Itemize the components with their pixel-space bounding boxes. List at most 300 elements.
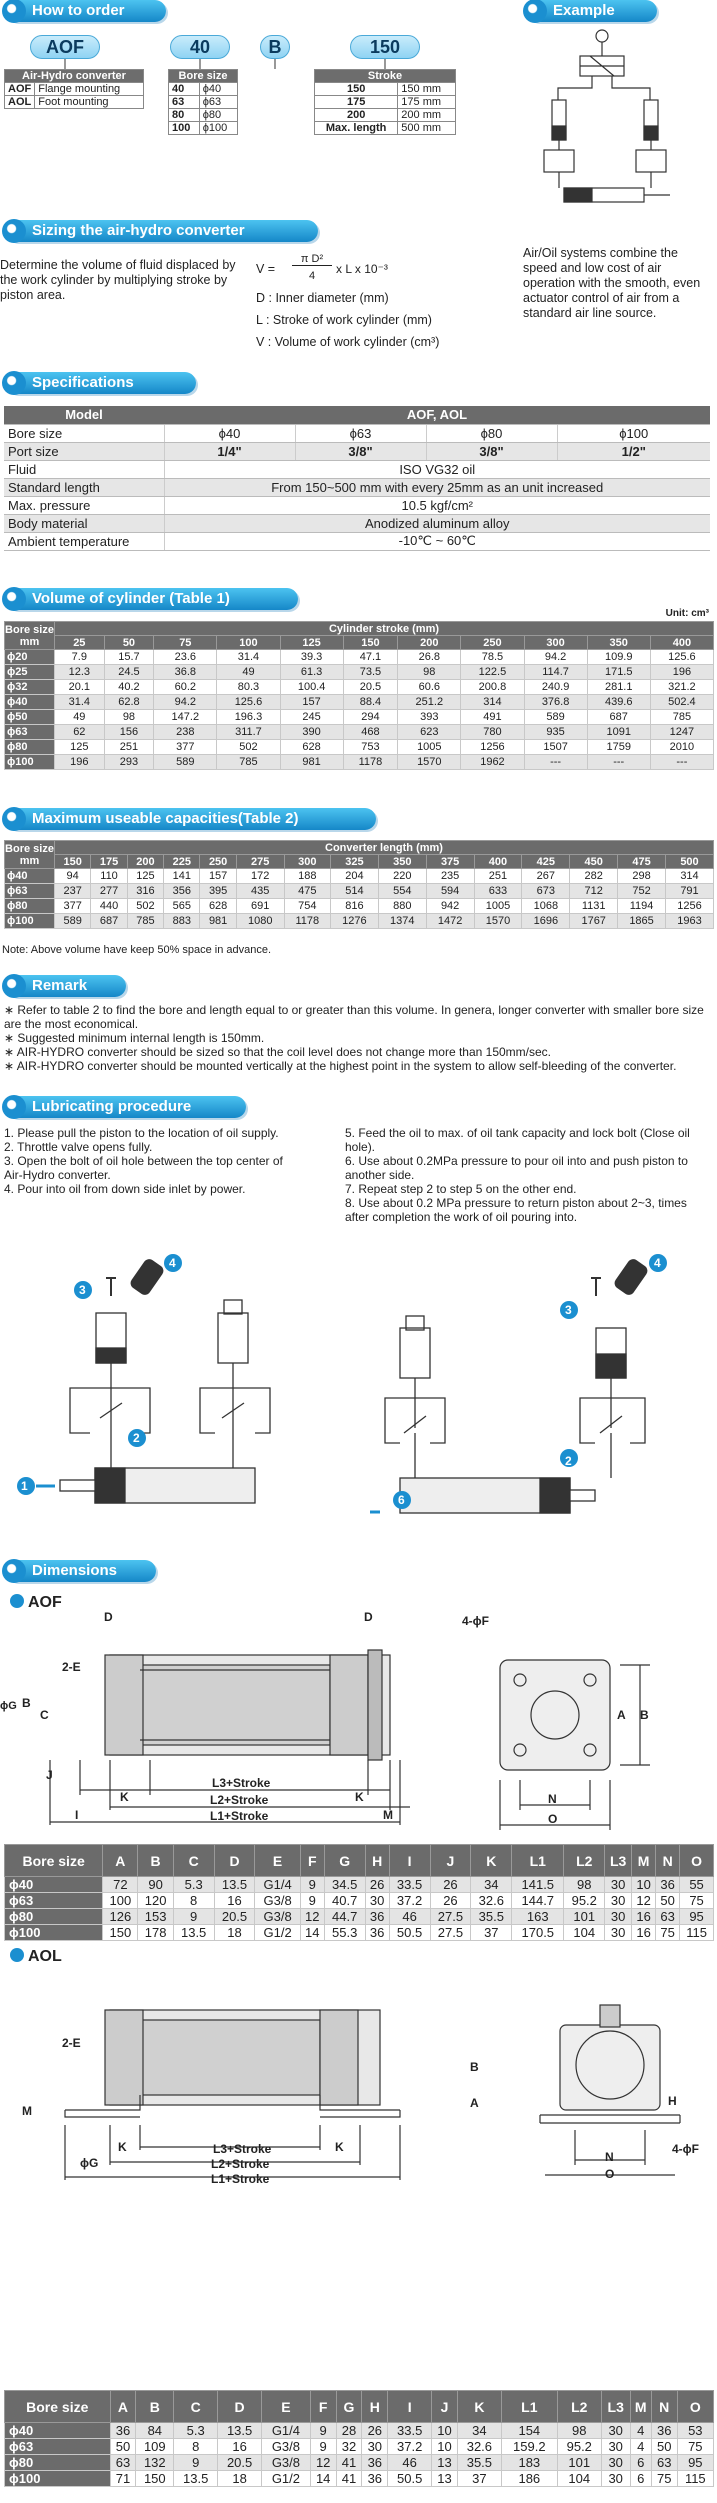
lube-right-steps — [345, 1126, 713, 1224]
aof-col-header: E — [255, 1845, 300, 1877]
table-cell: 153 — [138, 1909, 173, 1925]
aof-col-header: L3 — [605, 1845, 632, 1877]
spec-port: 1/4" — [164, 442, 295, 460]
table-cell: 50 — [110, 2439, 136, 2455]
aol-dim-a: A — [470, 2096, 479, 2110]
bore-header: Bore size — [169, 70, 238, 83]
bore-desc: ϕ63 — [199, 96, 237, 109]
table-cell: 90 — [138, 1877, 173, 1893]
table-cell: 4 — [630, 2423, 651, 2439]
aof-dim-c: C — [40, 1708, 49, 1722]
capacity-table — [4, 840, 714, 929]
table-cell: 61.3 — [280, 665, 343, 680]
table-cell: --- — [587, 755, 650, 770]
spec-port: 3/8" — [295, 442, 426, 460]
aof-dim-2e: 2-E — [62, 1660, 81, 1674]
table-row — [5, 1893, 714, 1909]
bore-code: 80 — [169, 109, 200, 122]
conv-desc: Flange mounting — [35, 83, 144, 96]
table-cell: --- — [650, 755, 713, 770]
table-cell: G1/2 — [262, 2471, 311, 2487]
table-cell: 12 — [632, 1893, 656, 1909]
aof-dim-g: ϕG — [0, 1700, 17, 1712]
aof-col-header: L1 — [512, 1845, 564, 1877]
remark-item: ∗ AIR-HYDRO converter should be mounted vertically at the highest point in the system to allow self-bleeding of the converter. — [4, 1059, 677, 1073]
table-cell: 1256 — [665, 899, 713, 914]
table-cell: 159.2 — [501, 2439, 557, 2455]
table-cell: 6 — [630, 2455, 651, 2471]
capacity-col-header: 475 — [618, 855, 666, 869]
table-cell: 37 — [471, 1925, 512, 1941]
volume-col-header: 25 — [55, 636, 105, 650]
table-cell: 7.9 — [55, 650, 105, 665]
remark-item: ∗ Refer to table 2 to find the bore and length equal to or greater than this volume. In genera, longer converter with smaller bore size are the most economical. — [4, 1003, 704, 1031]
table-cell: 935 — [524, 725, 587, 740]
bore-code: 100 — [169, 122, 200, 135]
table-cell: 785 — [127, 914, 163, 929]
table-cell: 780 — [461, 725, 524, 740]
table-cell: 514 — [330, 884, 378, 899]
table-cell: 628 — [200, 899, 236, 914]
aof-dim-b: B — [22, 1696, 31, 1710]
table-cell: 26 — [365, 1877, 389, 1893]
table-cell: 157 — [280, 695, 343, 710]
capacity-col-header: 275 — [236, 855, 284, 869]
aol-col-header: G — [336, 2391, 362, 2423]
table-cell: 240.9 — [524, 680, 587, 695]
table-cell: 752 — [618, 884, 666, 899]
table-cell: 94.2 — [154, 695, 217, 710]
table-cell: 245 — [280, 710, 343, 725]
aol-dim-k: K — [118, 2140, 127, 2154]
row-header: ϕ80 — [5, 2455, 111, 2471]
spec-row-value: 10.5 kgf/cm² — [164, 496, 710, 514]
table-cell: 785 — [650, 710, 713, 725]
table-cell: 188 — [284, 869, 330, 884]
volume-table — [4, 621, 714, 770]
table-cell: 94.2 — [524, 650, 587, 665]
table-cell: 376.8 — [524, 695, 587, 710]
table-cell: 156 — [104, 725, 154, 740]
table-cell: 122.5 — [461, 665, 524, 680]
volume-col-header: 125 — [280, 636, 343, 650]
table-cell: 12 — [310, 2455, 336, 2471]
table-cell: 78.5 — [461, 650, 524, 665]
table-row — [5, 650, 714, 665]
table-cell: 393 — [398, 710, 461, 725]
volume-col-header: 50 — [104, 636, 154, 650]
capacity-note: Note: Above volume have keep 50% space in advance. — [2, 944, 272, 956]
aol-col-header: D — [218, 2391, 262, 2423]
table-cell: 13.5 — [173, 1925, 214, 1941]
table-cell: 1005 — [474, 899, 522, 914]
conv-code: AOF — [5, 83, 35, 96]
table-cell: 942 — [426, 899, 474, 914]
table-cell: 33.5 — [388, 2423, 432, 2439]
table-cell: 125 — [127, 869, 163, 884]
spec-bore: ϕ80 — [426, 424, 557, 442]
table-row — [5, 1877, 714, 1893]
table-cell: 1178 — [343, 755, 398, 770]
aol-dim-4f: 4-ϕF — [672, 2142, 699, 2156]
volume-col-header: 150 — [343, 636, 398, 650]
row-header: ϕ40 — [5, 869, 55, 884]
table-cell: 95 — [677, 2455, 713, 2471]
table-cell: 475 — [284, 884, 330, 899]
capacity-col-header: 450 — [570, 855, 618, 869]
stroke-code: 175 — [315, 96, 398, 109]
table-cell: 34 — [457, 2423, 501, 2439]
converter-header: Air-Hydro converter — [5, 70, 144, 83]
table-cell: 37 — [457, 2471, 501, 2487]
table-cell: 691 — [236, 899, 284, 914]
stroke-desc: 200 mm — [398, 109, 456, 122]
table-row — [5, 725, 714, 740]
table-row — [5, 755, 714, 770]
table-cell: 439.6 — [587, 695, 650, 710]
row-header: ϕ80 — [5, 740, 55, 755]
capacity-col-header: 325 — [330, 855, 378, 869]
table-cell: 594 — [426, 884, 474, 899]
table-cell: 1472 — [426, 914, 474, 929]
aof-dim-l3: L3+Stroke — [212, 1776, 271, 1790]
table-cell: 4 — [630, 2439, 651, 2455]
order-code-stroke: 150 — [350, 35, 420, 59]
table-cell: 31.4 — [217, 650, 280, 665]
table-cell: G1/4 — [262, 2423, 311, 2439]
capacity-col-header: 400 — [474, 855, 522, 869]
table-cell: 16 — [214, 1893, 255, 1909]
table-cell: 14 — [300, 1925, 324, 1941]
bore-desc: ϕ100 — [199, 122, 237, 135]
step-label: 4 — [654, 1256, 661, 1270]
table-cell: 883 — [164, 914, 200, 929]
table-cell: 39.3 — [280, 650, 343, 665]
table-cell: 13 — [432, 2455, 458, 2471]
table-cell: 791 — [665, 884, 713, 899]
aof-dim-b2: B — [640, 1708, 649, 1722]
stroke-table — [314, 69, 456, 135]
table-cell: 120 — [138, 1893, 173, 1909]
table-cell: 356 — [164, 884, 200, 899]
table-cell: 109 — [136, 2439, 174, 2455]
table-cell: 110 — [91, 869, 127, 884]
table-cell: 30 — [605, 1877, 632, 1893]
bore-code: 40 — [169, 83, 200, 96]
table-cell: 1767 — [570, 914, 618, 929]
aof-dimension-table — [4, 1844, 714, 1941]
table-cell: G3/8 — [262, 2439, 311, 2455]
table-cell: 1247 — [650, 725, 713, 740]
table-cell: 31.4 — [55, 695, 105, 710]
table-cell: 196.3 — [217, 710, 280, 725]
spec-bore: ϕ100 — [557, 424, 710, 442]
aol-col-header: L3 — [601, 2391, 630, 2423]
table-cell: 49 — [217, 665, 280, 680]
table-cell: 50.5 — [389, 1925, 430, 1941]
volume-group-header: Cylinder stroke (mm) — [55, 622, 714, 636]
dimensions-title: Dimensions — [6, 1560, 156, 1582]
table-cell: 150 — [103, 1925, 138, 1941]
table-cell: 104 — [557, 2471, 601, 2487]
volume-unit: Unit: cm³ — [665, 608, 709, 619]
step-label: 1 — [21, 1479, 28, 1493]
table-cell: 150 — [136, 2471, 174, 2487]
table-cell: 46 — [389, 1909, 430, 1925]
table-cell: 172 — [236, 869, 284, 884]
table-cell: 251 — [474, 869, 522, 884]
aof-dim-k2: K — [355, 1790, 364, 1804]
table-cell: 238 — [154, 725, 217, 740]
table-cell: 633 — [474, 884, 522, 899]
table-cell: 1963 — [665, 914, 713, 929]
table-cell: 55.3 — [324, 1925, 365, 1941]
table-cell: 9 — [300, 1893, 324, 1909]
table-cell: 16 — [218, 2439, 262, 2455]
aof-dim-n: N — [548, 1792, 557, 1806]
table-cell: 98 — [564, 1877, 605, 1893]
row-header: ϕ63 — [5, 725, 55, 740]
volume-col-header: 200 — [398, 636, 461, 650]
stroke-desc: 175 mm — [398, 96, 456, 109]
table-cell: 1374 — [378, 914, 426, 929]
table-cell: 321.2 — [650, 680, 713, 695]
aof-col-header: N — [656, 1845, 680, 1877]
spec-row-value: -10℃ ~ 60℃ — [164, 532, 710, 550]
aol-dim-b: B — [470, 2060, 479, 2074]
volume-col-header: 250 — [461, 636, 524, 650]
table-cell: 20.1 — [55, 680, 105, 695]
table-cell: 314 — [665, 869, 713, 884]
table-cell: 62 — [55, 725, 105, 740]
table-cell: 491 — [461, 710, 524, 725]
row-header: ϕ25 — [5, 665, 55, 680]
aol-heading — [10, 1948, 62, 1966]
table-cell: 20.5 — [343, 680, 398, 695]
row-header: ϕ40 — [5, 695, 55, 710]
table-cell: 33.5 — [389, 1877, 430, 1893]
lube-diagram-left — [0, 1238, 340, 1548]
table-cell: 14 — [310, 2471, 336, 2487]
aol-dim-h: H — [668, 2094, 677, 2108]
table-cell: 589 — [154, 755, 217, 770]
aof-dim-d2: D — [364, 1610, 373, 1624]
table-cell: 1178 — [284, 914, 330, 929]
step-label: 2 — [133, 1431, 140, 1445]
step-label: 3 — [79, 1283, 86, 1297]
table-cell: 144.7 — [512, 1893, 564, 1909]
table-cell: 60.2 — [154, 680, 217, 695]
aol-col-header: Bore size — [5, 2391, 111, 2423]
row-header: ϕ40 — [5, 2423, 111, 2439]
stroke-code: Max. length — [315, 122, 398, 135]
table-cell: 502 — [217, 740, 280, 755]
aof-dim-a: A — [617, 1708, 626, 1722]
table-cell: 30 — [601, 2423, 630, 2439]
capacity-col-header: 175 — [91, 855, 127, 869]
spec-row-value: ISO VG32 oil — [164, 460, 710, 478]
order-code-model: AOF — [30, 35, 100, 59]
step-label: 2 — [565, 1454, 572, 1468]
row-header: ϕ63 — [5, 2439, 111, 2455]
aol-col-header: M — [630, 2391, 651, 2423]
table-row — [5, 869, 714, 884]
table-cell: 15.7 — [104, 650, 154, 665]
table-cell: G1/2 — [255, 1925, 300, 1941]
table-cell: 267 — [522, 869, 570, 884]
table-cell: 1131 — [570, 899, 618, 914]
table-row — [5, 2455, 714, 2471]
row-header: ϕ100 — [5, 914, 55, 929]
table-cell: 50 — [656, 1893, 680, 1909]
table-cell: 35.5 — [457, 2455, 501, 2471]
volume-corner: Bore size mm — [5, 623, 54, 648]
table-cell: 10 — [632, 1877, 656, 1893]
step-label: 6 — [398, 1493, 405, 1507]
table-cell: 816 — [330, 899, 378, 914]
aof-col-header: F — [300, 1845, 324, 1877]
capacity-col-header: 300 — [284, 855, 330, 869]
table-cell: 16 — [632, 1925, 656, 1941]
table-cell: 63 — [656, 1909, 680, 1925]
table-cell: 251 — [104, 740, 154, 755]
table-cell: 687 — [587, 710, 650, 725]
spec-port: 1/2" — [557, 442, 710, 460]
spec-row-label: Standard length — [4, 478, 164, 496]
table-cell: 183 — [501, 2455, 557, 2471]
table-cell: 440 — [91, 899, 127, 914]
table-cell: 125.6 — [217, 695, 280, 710]
table-cell: 316 — [127, 884, 163, 899]
sizing-text: Determine the volume of fluid displaced by the work cylinder by multiplying stroke by piston area. — [0, 258, 236, 302]
table-cell: 63 — [110, 2455, 136, 2471]
table-cell: 36 — [110, 2423, 136, 2439]
table-cell: 277 — [91, 884, 127, 899]
table-cell: 1759 — [587, 740, 650, 755]
table-cell: 8 — [173, 1893, 214, 1909]
table-cell: G3/8 — [255, 1909, 300, 1925]
table-cell: 73.5 — [343, 665, 398, 680]
aol-col-header: I — [388, 2391, 432, 2423]
aol-col-header: O — [677, 2391, 713, 2423]
aol-col-header: A — [110, 2391, 136, 2423]
aol-col-header: N — [651, 2391, 677, 2423]
table-cell: 50.5 — [388, 2471, 432, 2487]
table-row — [5, 695, 714, 710]
table-cell: 1194 — [618, 899, 666, 914]
row-header: ϕ50 — [5, 710, 55, 725]
table-cell: 502 — [127, 899, 163, 914]
row-header: ϕ80 — [5, 1909, 103, 1925]
row-header: ϕ32 — [5, 680, 55, 695]
table-cell: 30 — [601, 2439, 630, 2455]
row-header: ϕ100 — [5, 2471, 111, 2487]
capacity-col-header: 375 — [426, 855, 474, 869]
table-cell: 44.7 — [324, 1909, 365, 1925]
capacity-col-header: 225 — [164, 855, 200, 869]
remark-title: Remark — [6, 975, 126, 997]
table-cell: 75 — [680, 1893, 714, 1909]
table-cell: 785 — [217, 755, 280, 770]
aof-dim-i: I — [75, 1808, 79, 1822]
aof-drawing — [0, 1610, 717, 1840]
table-cell: 32 — [336, 2439, 362, 2455]
aof-dim-m: M — [383, 1808, 393, 1822]
spec-row-label: Fluid — [4, 460, 164, 478]
aof-col-header: M — [632, 1845, 656, 1877]
table-cell: 623 — [398, 725, 461, 740]
lube-step: 2. Throttle valve opens fully. — [4, 1140, 153, 1154]
aol-col-header: K — [457, 2391, 501, 2423]
order-code-b: B — [260, 35, 290, 59]
aof-dim-d: D — [104, 1610, 113, 1624]
table-cell: 281.1 — [587, 680, 650, 695]
table-cell: 171.5 — [587, 665, 650, 680]
table-cell: 26.8 — [398, 650, 461, 665]
aol-dim-n: N — [605, 2150, 614, 2164]
table-cell: 60.6 — [398, 680, 461, 695]
aof-col-header: B — [138, 1845, 173, 1877]
lubricating-title: Lubricating procedure — [6, 1096, 246, 1118]
aol-dim-l1: L1+Stroke — [211, 2172, 270, 2186]
table-cell: 880 — [378, 899, 426, 914]
capacity-col-header: 500 — [665, 855, 713, 869]
table-cell: 200.8 — [461, 680, 524, 695]
table-cell: 687 — [91, 914, 127, 929]
table-cell: --- — [524, 755, 587, 770]
table-cell: 55 — [680, 1877, 714, 1893]
row-header: ϕ100 — [5, 1925, 103, 1941]
table-cell: 186 — [501, 2471, 557, 2487]
aol-dim-m: M — [22, 2104, 32, 2118]
table-cell: 16 — [632, 1909, 656, 1925]
aol-dimension-table — [4, 2390, 714, 2487]
table-cell: 251.2 — [398, 695, 461, 710]
table-cell: 1276 — [330, 914, 378, 929]
table-cell: 62.8 — [104, 695, 154, 710]
order-code-bore: 40 — [170, 35, 230, 59]
table-cell: 94 — [55, 869, 91, 884]
row-header: ϕ40 — [5, 1877, 103, 1893]
table-cell: 1068 — [522, 899, 570, 914]
stroke-code: 200 — [315, 109, 398, 122]
remark-item-text: Suggested minimum internal length is 150mm. — [17, 1031, 265, 1045]
lube-step: 6. Use about 0.2MPa pressure to pour oil into and push piston to another side. — [345, 1154, 688, 1182]
aol-dim-l2: L2+Stroke — [211, 2157, 270, 2171]
table-cell: 1570 — [474, 914, 522, 929]
sizing-title: Sizing the air-hydro converter — [6, 220, 318, 242]
table-row — [5, 680, 714, 695]
table-cell: 13.5 — [214, 1877, 255, 1893]
table-cell: 589 — [524, 710, 587, 725]
table-cell: 237 — [55, 884, 91, 899]
table-row — [5, 665, 714, 680]
aol-col-header: F — [310, 2391, 336, 2423]
table-cell: 98 — [557, 2423, 601, 2439]
table-row — [5, 914, 714, 929]
aof-col-header: K — [471, 1845, 512, 1877]
table-cell: 34 — [471, 1877, 512, 1893]
table-cell: 101 — [557, 2455, 601, 2471]
aof-dim-o: O — [548, 1812, 558, 1826]
table-cell: 95.2 — [564, 1893, 605, 1909]
table-row — [5, 884, 714, 899]
table-cell: 1005 — [398, 740, 461, 755]
table-cell: 40.2 — [104, 680, 154, 695]
table-cell: 9 — [310, 2423, 336, 2439]
specifications-table — [4, 406, 710, 551]
aof-dim-l2: L2+Stroke — [210, 1793, 269, 1807]
